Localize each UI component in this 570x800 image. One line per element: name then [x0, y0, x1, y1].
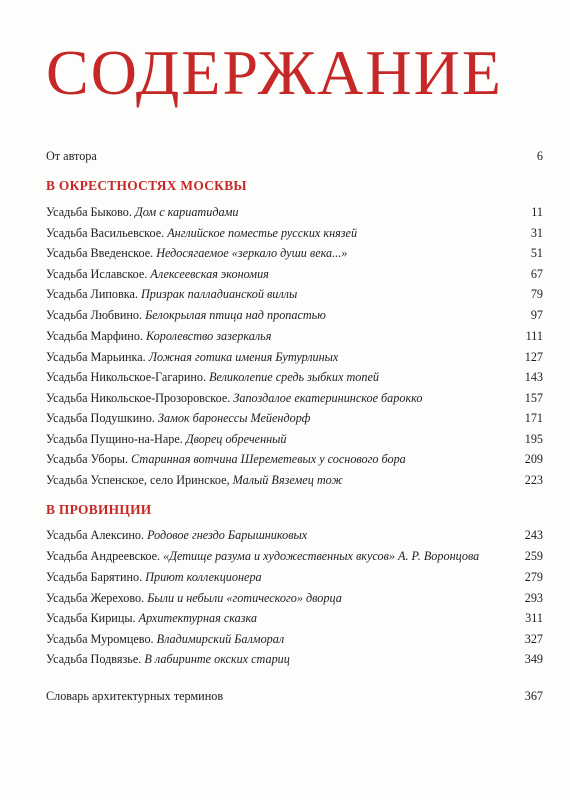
entry-subtitle: Запоздалое екатерининское барокко — [233, 391, 423, 405]
leader-dots — [260, 606, 522, 622]
toc-entry[interactable] — [46, 447, 543, 466]
entry-estate: Усадьба Васильевское. — [46, 226, 165, 240]
entry-estate: Усадьба Пущино-на-Наре. — [46, 432, 183, 446]
page-number: 11 — [531, 205, 543, 219]
leader-dots — [382, 365, 522, 381]
entry-subtitle: «Детище разума и художественных вкусов» А. Р. Воронцова — [163, 549, 480, 563]
toc-entry[interactable] — [46, 241, 543, 260]
page-number: 349 — [524, 652, 543, 666]
leader-dots — [346, 468, 522, 484]
page-number: 51 — [530, 246, 543, 260]
leader-dots — [290, 427, 522, 443]
page-number: 259 — [524, 549, 543, 563]
entry-estate: Усадьба Быково. — [46, 205, 132, 219]
leader-dots — [409, 447, 522, 463]
toc-entry[interactable] — [46, 345, 543, 364]
leader-dots — [287, 627, 522, 643]
page-number: 79 — [530, 287, 543, 301]
page-number: 157 — [524, 391, 543, 405]
leader-dots — [350, 241, 526, 257]
page-number: 143 — [524, 370, 543, 384]
toc-entry[interactable] — [46, 324, 543, 343]
entry-estate: Усадьба Жерехово. — [46, 591, 145, 605]
entry-subtitle: Архитектурная сказка — [138, 611, 258, 625]
leader-dots — [300, 282, 526, 298]
page-title: СОДЕРЖАНИЕ — [46, 37, 503, 108]
toc-entry[interactable] — [46, 262, 543, 281]
entry-estate: Усадьба Уборы. — [46, 452, 129, 466]
entry-subtitle: Родовое гнездо Барышниковых — [147, 528, 308, 542]
entry-estate: Усадьба Успенское, село Иринское, — [46, 473, 230, 487]
page-number: 311 — [525, 611, 543, 625]
page-number: 209 — [524, 452, 543, 466]
entry-estate: Усадьба Иславское. — [46, 267, 148, 281]
entry-estate: Усадьба Марфино. — [46, 329, 143, 343]
section-heading: В ПРОВИНЦИИ — [46, 502, 152, 517]
page-number: 171 — [524, 411, 543, 425]
entry-estate: Усадьба Никольское-Гагарино. — [46, 370, 207, 384]
toc-entry[interactable] — [46, 523, 543, 542]
entry-estate: Усадьба Никольское-Прозоровское. — [46, 391, 231, 405]
leader-dots — [425, 386, 521, 402]
toc-entry[interactable] — [46, 606, 543, 625]
leader-dots — [313, 406, 521, 422]
page-number: 31 — [530, 226, 543, 240]
entry-estate: Усадьба Марьинка. — [46, 350, 146, 364]
page-number: 367 — [524, 689, 543, 703]
entry-subtitle: Великолепие средь зыбких топей — [209, 370, 379, 384]
toc-entry[interactable] — [46, 406, 543, 425]
toc-entry-intro[interactable]: От автора 6 — [46, 144, 543, 160]
toc-entry[interactable] — [46, 647, 543, 666]
page-number: 279 — [524, 570, 543, 584]
leader-dots — [329, 303, 526, 319]
entry-subtitle: Алексеевская экономия — [150, 267, 269, 281]
page-number: 67 — [530, 267, 543, 281]
page-number: 6 — [536, 149, 543, 163]
entry-subtitle: Дворец обреченный — [185, 432, 287, 446]
page-number: 293 — [524, 591, 543, 605]
page-number: 243 — [524, 528, 543, 542]
toc-entry[interactable] — [46, 200, 543, 219]
entry-subtitle: Малый Вяземец тож — [232, 473, 343, 487]
toc-entry[interactable] — [46, 627, 543, 646]
leader-dots — [360, 221, 526, 237]
toc-entry[interactable] — [46, 282, 543, 301]
toc-entry[interactable] — [46, 303, 543, 322]
leader-dots — [345, 586, 522, 602]
toc-entry[interactable] — [46, 586, 543, 605]
toc-entry[interactable] — [46, 544, 543, 563]
entry-subtitle: Замок баронессы Мейендорф — [157, 411, 311, 425]
page-number: 195 — [524, 432, 543, 446]
entry-subtitle: Недосягаемое «зеркало души века...» — [156, 246, 348, 260]
entry-estate: Усадьба Любвино. — [46, 308, 143, 322]
entry-estate: Усадьба Введенское. — [46, 246, 154, 260]
leader-dots — [226, 684, 522, 700]
entry-subtitle: Английское поместье русских князей — [167, 226, 358, 240]
leader-dots — [100, 144, 526, 160]
leader-dots — [274, 324, 522, 340]
entry-estate: Усадьба Подушкино. — [46, 411, 155, 425]
toc-entry[interactable] — [46, 565, 543, 584]
entry-estate: Усадьба Кирицы. — [46, 611, 136, 625]
entry-subtitle: Ложная готика имения Бутурлиных — [148, 350, 339, 364]
page-number: 127 — [524, 350, 543, 364]
leader-dots — [310, 523, 522, 539]
leader-dots — [272, 262, 526, 278]
page-number: 327 — [524, 632, 543, 646]
entry-estate: Усадьба Андреевское. — [46, 549, 161, 563]
entry-subtitle: Дом с кариатидами — [135, 205, 239, 219]
leader-dots — [241, 200, 526, 216]
leader-dots — [341, 345, 521, 361]
entry-subtitle: Были и небыли «готического» дворца — [147, 591, 342, 605]
entry-estate: Усадьба Липовка. — [46, 287, 138, 301]
entry-subtitle: Приют коллекционера — [145, 570, 262, 584]
page-number: 111 — [525, 329, 543, 343]
section-heading: В ОКРЕСТНОСТЯХ МОСКВЫ — [46, 178, 247, 193]
toc-entry[interactable] — [46, 221, 543, 240]
entry-estate: Усадьба Муромцево. — [46, 632, 154, 646]
leader-dots — [265, 565, 522, 581]
entry-subtitle: В лабиринте окских стариц — [144, 652, 290, 666]
toc-entry[interactable] — [46, 365, 543, 384]
toc-entry[interactable] — [46, 386, 543, 405]
entry-subtitle: Призрак палладианской виллы — [140, 287, 298, 301]
toc-entry[interactable] — [46, 468, 543, 487]
entry-subtitle: Владимирский Балморал — [156, 632, 285, 646]
toc-entry-glossary[interactable]: Словарь архитектурных терминов 367 — [46, 684, 543, 700]
page-number: 223 — [524, 473, 543, 487]
entry-estate: Усадьба Барятино. — [46, 570, 143, 584]
entry-subtitle: Королевство зазеркалья — [146, 329, 272, 343]
page-number: 97 — [530, 308, 543, 322]
leader-dots — [293, 647, 522, 663]
entry-estate: Усадьба Подвязье. — [46, 652, 142, 666]
entry-subtitle: Старинная вотчина Шереметевых у соснового бора — [131, 452, 406, 466]
entry-estate: Усадьба Алексино. — [46, 528, 145, 542]
entry-subtitle: Белокрылая птица над пропастью — [145, 308, 326, 322]
leader-dots — [482, 544, 521, 560]
toc-entry[interactable] — [46, 427, 543, 446]
